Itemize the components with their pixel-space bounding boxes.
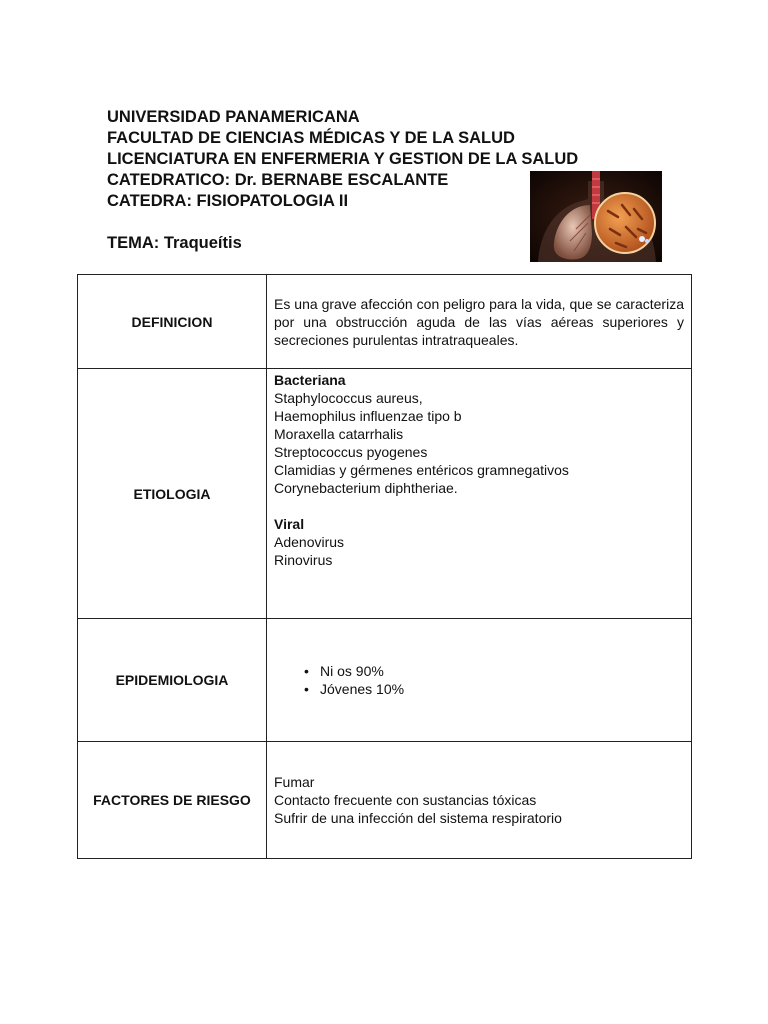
epidemiology-list <box>274 662 684 698</box>
list-item: Corynebacterium diphtheriae. <box>274 480 458 496</box>
row-label: DEFINICION <box>78 275 267 369</box>
faculty-name: FACULTAD DE CIENCIAS MÉDICAS Y DE LA SALUD <box>107 129 515 147</box>
table-row-epidemiologia <box>78 619 692 742</box>
viral-title: Viral <box>274 516 305 532</box>
list-item: Staphylococcus aureus, <box>274 390 423 406</box>
info-table <box>77 274 692 859</box>
professor-line: CATEDRATICO: Dr. BERNABE ESCALANTE <box>107 171 449 189</box>
list-item: • Jóvenes 10% <box>304 680 684 698</box>
list-item: Contacto frecuente con sustancias tóxicas <box>274 792 537 808</box>
table-row-etiologia <box>78 369 692 619</box>
list-item: Adenovirus <box>274 534 345 550</box>
list-item: Sufrir de una infección del sistema respiratorio <box>274 810 562 826</box>
row-label: ETIOLOGIA <box>78 369 267 619</box>
list-item: • Ni os 90% <box>304 662 684 680</box>
spacer <box>274 497 684 515</box>
row-content <box>267 619 692 742</box>
course-line: CATEDRA: FISIOPATOLOGIA II <box>107 192 349 210</box>
list-item: Fumar <box>274 774 315 790</box>
row-content <box>267 742 692 859</box>
table-row-factores <box>78 742 692 859</box>
row-label: FACTORES DE RIESGO <box>78 742 267 859</box>
list-item: Clamidias y gérmenes entéricos gramnegativos <box>274 462 569 478</box>
list-item: Streptococcus pyogenes <box>274 444 428 460</box>
bacterial-title: Bacteriana <box>274 372 346 388</box>
topic-title: TEMA: Traqueítis <box>107 234 242 252</box>
row-content <box>267 275 692 369</box>
degree-name: LICENCIATURA EN ENFERMERIA Y GESTION DE LA SALUD <box>107 150 579 168</box>
list-item: Moraxella catarrhalis <box>274 426 404 442</box>
table-row-definicion <box>78 275 692 369</box>
university-name: UNIVERSIDAD PANAMERICANA <box>107 108 360 126</box>
list-item: Haemophilus influenzae tipo b <box>274 408 462 424</box>
etiology-content <box>274 370 684 569</box>
definition-text: Es una grave afección con peligro para la vida, que se caracteriza por una obstrucción aguda de las vías aéreas superiores y secreciones purulentas intratraqueales. <box>274 295 684 348</box>
lung-illustration-icon <box>530 171 662 262</box>
row-content <box>267 369 692 619</box>
list-item: Rinovirus <box>274 552 333 568</box>
row-label: EPIDEMIOLOGIA <box>78 619 267 742</box>
lung-illustration-image <box>530 171 662 262</box>
